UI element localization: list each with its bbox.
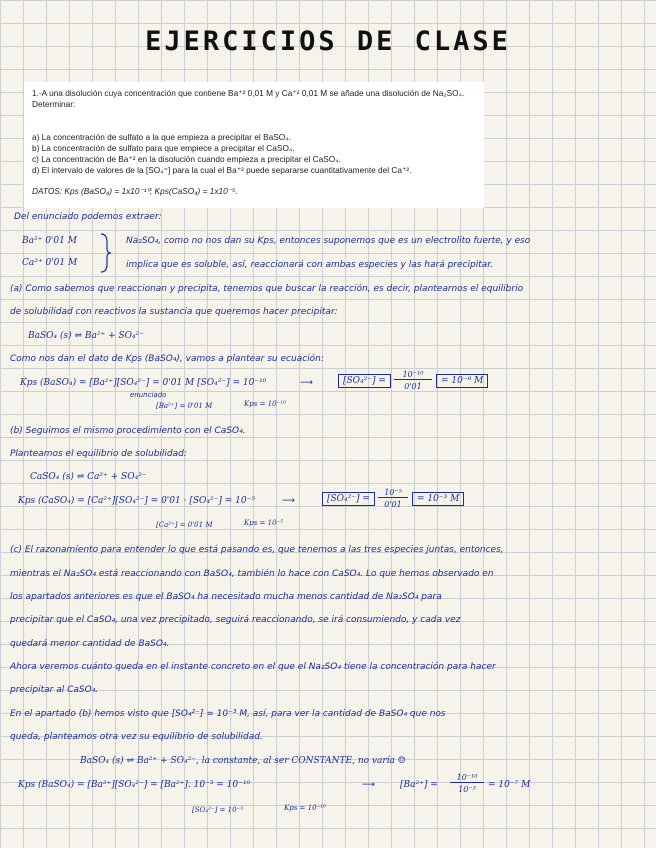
note-brace-2: implica que es soluble, así, reaccionará con ambas especies y las hará precipitar. [126,260,493,270]
problem-item-d: d) El intervalo de valores de la [SO₄⁼] para la cual el Ba⁺² puede separarse cuantitativamente del Ca⁺². [32,165,412,175]
note-c-kps: Kps (BaSO₄) = [Ba²⁺][SO₄²⁻] = [Ba²⁺]. 10⁻³ = 10⁻¹⁰ [18,780,251,790]
note-c-7: precipitar al CaSO₄. [10,685,99,695]
note-c-result-lhs: [Ba²⁺] = [400,780,438,790]
note-c-3: los apartados anteriores es que el BaSO₄ ha necesitado mucha menos cantidad de Na₂SO₄ para [10,592,442,602]
note-c-so4: [SO₄²⁻] = 10⁻³ [192,806,244,814]
note-a-eq: BaSO₄ (s) ⇌ Ba²⁺ + SO₄²⁻ [28,331,145,341]
note-b-eq: CaSO₄ (s) ⇌ Ca²⁺ + SO₄²⁻ [30,472,147,482]
note-a-result-lhs: [SO₄²⁻] = [338,374,391,388]
note-a-kps: Kps (BaSO₄) = [Ba²⁺][SO₄²⁻] = 0'01 M [SO₄²⁻] = 10⁻¹⁰ [20,378,267,388]
note-c-9: queda, planteamos otra vez su equilibrio de solubilidad. [10,732,263,742]
note-c-1: (c) El razonamiento para entender lo que está pasando es, que tenemos a las tres especies juntas, entonces, [10,545,504,555]
note-intro: Del enunciado podemos extraer: [14,212,162,222]
note-b-1: (b) Seguimos el mismo procedimiento con el CaSO₄. [10,426,246,436]
note-b-kpsval: Kps = 10⁻⁵ [244,519,284,527]
note-a-1: (a) Como sabemos que reaccionan y precipita, tenemos que buscar la reacción, es decir, plantearnos el equilibrio [10,284,524,294]
note-c-eq: BaSO₄ (s) ⇌ Ba²⁺ + SO₄²⁻, la constante, al ser CONSTANTE, no varía ☺ [80,756,406,766]
note-a-frac-den: 0'01 [404,382,422,391]
note-c-2: mientras el Na₂SO₄ está reaccionando con BaSO₄, también lo hace con CaSO₄. Lo que hemos observado en [10,569,494,579]
note-c-6: Ahora veremos cuánto queda en el instante concreto en el que el Na₂SO₄ tiene la concentración para hacer [10,662,496,672]
arrow-icon: ⟶ [362,780,375,790]
note-a-kpsval: Kps = 10⁻¹⁰ [244,400,286,408]
arrow-icon: ⟶ [300,378,313,388]
note-ca-conc: Ca²⁺ 0'01 M [22,258,78,268]
note-a-result: = 10⁻⁸ M [436,374,488,388]
curly-brace-icon [98,232,112,274]
note-c-5: quedará menor cantidad de BaSO₄. [10,639,170,649]
problem-statement-box [24,82,484,208]
note-ba-conc: Ba²⁺ 0'01 M [22,236,77,246]
note-b-frac-den: 0'01 [384,500,402,509]
note-b-result-lhs: [SO₄²⁻] = [322,492,375,506]
note-a-ba: [Ba²⁺] = 0'01 M [156,402,213,410]
note-a-enunciado: enunciado [130,391,167,399]
note-c-result: = 10⁻⁷ M [488,780,531,790]
arrow-icon: ⟶ [282,496,295,506]
note-brace-1: Na₂SO₄, como no nos dan su Kps, entonces suponemos que es un electrolito fuerte, y eso [126,236,531,246]
note-c-frac-num: 10⁻¹⁰ [450,773,484,783]
page-title: EJERCICIOS DE CLASE [145,26,511,57]
note-b-2: Planteamos el equilibrio de solubilidad: [10,449,187,459]
note-c-kpsval: Kps = 10⁻¹⁰ [284,804,326,812]
note-b-ca: [Ca²⁺] = 0'01 M [156,521,213,529]
note-c-4: precipitar que el CaSO₄, una vez precipitado, seguirá reaccionando, se irá consumiendo, y cada vez [10,615,461,625]
note-a-2: de solubilidad con reactivos la sustancia que queremos hacer precipitar: [10,307,338,317]
problem-item-b: b) La concentración de sulfato para que empiece a precipitar el CaSO₄. [32,143,295,153]
problem-data: DATOS: Kps (BaSO₄) = 1x10⁻¹⁰; Kps(CaSO₄) = 1x10⁻⁵. [32,186,238,196]
note-b-frac-num: 10⁻⁵ [378,488,408,498]
note-a-3: Como nos dan el dato de Kps (BaSO₄), vamos a plantear su ecuación: [10,354,324,364]
problem-statement: 1.-A una disolución cuya concentración que contiene Ba⁺² 0,01 M y Ca⁺² 0,01 M se añade una disolución de Na₂SO₄. Determinar: [32,88,465,109]
note-a-frac-num: 10⁻¹⁰ [394,370,432,380]
note-b-kps: Kps (CaSO₄) = [Ca²⁺][SO₄²⁻] = 0'01 · [SO₄²⁻] = 10⁻⁵ [18,496,255,506]
problem-item-c: c) La concentración de Ba⁺² en la disolución cuando empieza a precipitar el CaSO₄. [32,154,341,164]
problem-item-a: a) La concentración de sulfato a la que empieza a precipitar el BaSO₄. [32,132,291,142]
note-c-frac-den: 10⁻³ [458,785,476,794]
note-c-8: En el apartado (b) hemos visto que [SO₄²⁻] = 10⁻³ M, así, para ver la cantidad de BaSO₄ que nos [10,709,446,719]
note-b-result: = 10⁻³ M [412,492,464,506]
